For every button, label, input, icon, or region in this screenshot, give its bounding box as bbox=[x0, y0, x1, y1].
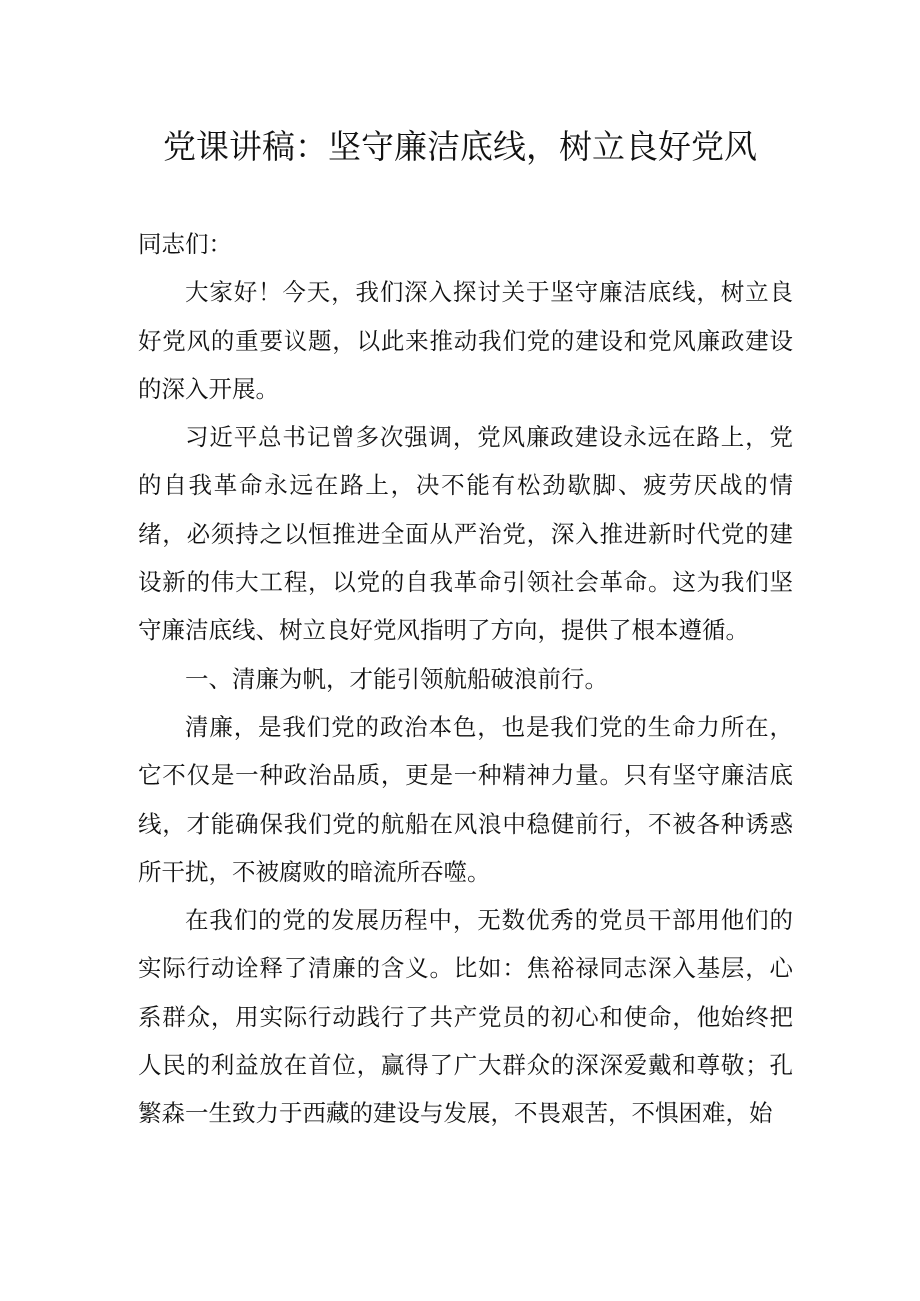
paragraph-integrity: 清廉，是我们党的政治本色，也是我们党的生命力所在，它不仅是一种政治品质，更是一种精神力量。只有坚守廉洁底线，才能确保我们党的航船在风浪中稳健前行，不被各种诱惑所干扰，不被腐败的暗流所吞噬。 bbox=[138, 712, 793, 886]
section-heading-1: 一、清廉为帆，才能引领航船破浪前行。 bbox=[185, 664, 608, 693]
paragraph-xi-quote: 习近平总书记曾多次强调，党风廉政建设永远在路上，党的自我革命永远在路上，决不能有松劲歇脚、疲劳厌战的情绪，必须持之以恒推进全面从严治党，深入推进新时代党的建设新的伟大工程，以党的自我革命引领社会革命。这为我们坚守廉洁底线、树立良好党风指明了方向，提供了根本遵循。 bbox=[138, 423, 793, 645]
document-title: 党课讲稿：坚守廉洁底线，树立良好党风 bbox=[163, 127, 757, 166]
document-body bbox=[138, 220, 793, 1138]
greeting: 同志们： bbox=[138, 230, 232, 258]
paragraph-examples: 在我们的党的发展历程中，无数优秀的党员干部用他们的实际行动诠释了清廉的含义。比如：焦裕禄同志深入基层，心系群众，用实际行动践行了共产党员的初心和使命，他始终把人民的利益放在首位，赢得了广大群众的深深爱戴和尊敬；孔繁森一生致力于西藏的建设与发展，不畏艰苦，不惧困难，始 bbox=[138, 906, 793, 1128]
paragraph-opening: 大家好！今天，我们深入探讨关于坚守廉洁底线，树立良好党风的重要议题，以此来推动我们党的建设和党风廉政建设的深入开展。 bbox=[138, 278, 793, 403]
